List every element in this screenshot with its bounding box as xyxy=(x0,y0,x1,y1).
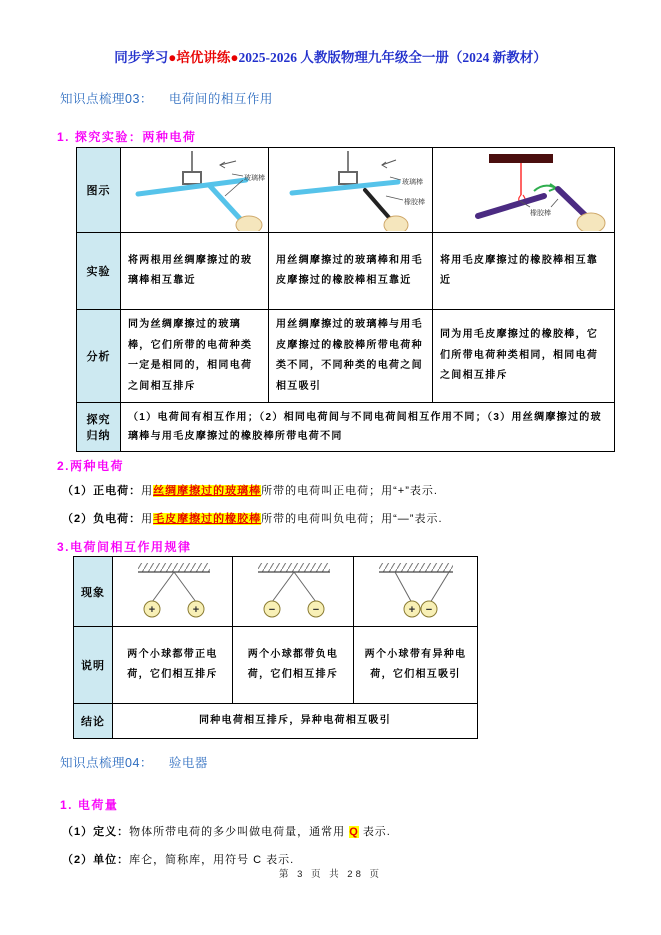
t1-diagram-cell-2 xyxy=(269,148,433,233)
support-bar xyxy=(489,154,553,163)
minus-sign: − xyxy=(312,603,320,616)
table-row xyxy=(74,627,478,704)
diagram-pendulum-minus-minus xyxy=(234,559,352,625)
string xyxy=(430,572,449,603)
table-row xyxy=(77,233,615,310)
t1-analysis-cell-3: 同为用毛皮摩擦过的橡胶棒，它们所带电荷种类相同，相同电荷之间相互排斥 xyxy=(433,310,615,403)
kp03-subheading-1: 1. 探究实验：两种电荷 xyxy=(57,130,197,144)
t1-label-diagram: 图示 xyxy=(77,148,121,233)
kp04-subheading-1: 1. 电荷量 xyxy=(60,798,119,812)
t2-label-phenomenon: 现象 xyxy=(74,557,113,627)
definition-label: （1）定义： xyxy=(62,826,130,838)
title-part-right: 2025-2026 人教版物理九年级全一册（2024 新教材） xyxy=(238,50,547,65)
t1-experiment-cell-1: 将两根用丝绸摩擦过的玻璃棒相互靠近 xyxy=(121,233,269,310)
positive-charge-highlight: 丝绸摩擦过的玻璃棒 xyxy=(153,485,262,497)
kp03-heading xyxy=(60,89,273,107)
title-part-left: 同步学习 xyxy=(114,50,169,65)
table-row xyxy=(77,148,615,233)
t2-label-explanation: 说明 xyxy=(74,627,113,704)
diagram-pendulum-plus-plus xyxy=(114,559,232,625)
t1-analysis-cell-2: 用丝绸摩擦过的玻璃棒与用毛皮摩擦过的橡胶棒所带电荷种类不同，不同种类的电荷之间相互吸引 xyxy=(269,310,433,403)
positive-charge-label: （1）正电荷： xyxy=(62,485,142,497)
hand xyxy=(236,216,262,231)
clamp-icon xyxy=(183,172,201,184)
t2-label-conclusion: 结论 xyxy=(74,704,113,739)
clamp-icon xyxy=(339,172,357,184)
charge-quantity-unit-line: （2）单位：库仑，简称库，用符号 C 表示. xyxy=(62,854,295,866)
t1-label-experiment: 实验 xyxy=(77,233,121,310)
t2-diagram-cell-3 xyxy=(354,557,478,627)
kp04-heading xyxy=(60,753,208,771)
glass-rod-held xyxy=(210,186,243,222)
table-row xyxy=(74,557,478,627)
kp03-heading-prefix: 知识点梳理03： xyxy=(60,92,153,106)
table-row xyxy=(77,403,615,452)
rubber-rod-label: 橡胶棒 xyxy=(529,210,551,217)
t1-experiment-cell-3: 将用毛皮摩擦过的橡胶棒相互靠近 xyxy=(433,233,615,310)
string xyxy=(294,572,316,602)
kp03-subheading-3: 3.电荷间相互作用规律 xyxy=(57,540,192,554)
q-symbol-highlight: Q xyxy=(349,826,359,838)
diagram-glass-glass xyxy=(122,149,268,231)
t2-diagram-cell-1 xyxy=(113,557,233,627)
kp03-heading-title: 电荷间的相互作用 xyxy=(168,92,273,106)
t2-explanation-cell-3: 两个小球带有异种电荷，它们相互吸引 xyxy=(354,627,478,704)
t2-explanation-cell-1: 两个小球都带正电荷，它们相互排斥 xyxy=(113,627,233,704)
experiment-table xyxy=(76,147,615,452)
kp03-subheading-2: 2.两种电荷 xyxy=(57,459,125,473)
negative-charge-line: （2）负电荷：用毛皮摩擦过的橡胶棒所带的电荷叫负电荷；用“—”表示. xyxy=(62,513,443,525)
t1-experiment-cell-2: 用丝绸摩擦过的玻璃棒和用毛皮摩擦过的橡胶棒相互靠近 xyxy=(269,233,433,310)
glass-rod-label: 玻璃棒 xyxy=(243,175,265,182)
kp04-heading-prefix: 知识点梳理04： xyxy=(60,756,153,770)
negative-charge-label: （2）负电荷： xyxy=(62,513,142,525)
hand xyxy=(384,216,408,231)
negative-charge-highlight: 毛皮摩擦过的橡胶棒 xyxy=(153,513,262,525)
t2-explanation-cell-2: 两个小球都带负电荷，它们相互排斥 xyxy=(233,627,354,704)
string xyxy=(272,572,294,602)
rubber-rod-held xyxy=(365,190,392,221)
ceiling-hatch xyxy=(138,563,210,572)
kp04-heading-title: 验电器 xyxy=(168,756,208,770)
title-part-mid: ●培优讲练● xyxy=(168,50,239,65)
table-row xyxy=(77,310,615,403)
unit-label: （2）单位： xyxy=(62,854,130,866)
minus-sign: − xyxy=(425,603,432,616)
ceiling-hatch xyxy=(258,563,330,572)
t1-summary-cell: （1）电荷间有相互作用；（2）相同电荷间与不同电荷间相互作用不同；（3）用丝绸摩擦过的玻璃棒与用毛皮摩擦过的橡胶棒所带电荷不同 xyxy=(121,403,615,452)
t2-conclusion-cell: 同种电荷相互排斥，异种电荷相互吸引 xyxy=(113,704,478,739)
glass-rod-label: 玻璃棒 xyxy=(401,179,423,186)
motion-arrow-icon xyxy=(382,162,387,168)
table-row xyxy=(74,704,478,739)
positive-charge-line: （1）正电荷：用丝绸摩擦过的玻璃棒所带的电荷叫正电荷；用“+”表示. xyxy=(62,485,438,497)
ceiling-hatch xyxy=(379,563,453,572)
plus-sign: + xyxy=(408,603,415,616)
minus-sign: − xyxy=(268,603,276,616)
plus-sign: + xyxy=(192,603,199,616)
plus-sign: + xyxy=(148,603,155,616)
doc-header-title xyxy=(0,46,661,66)
t1-label-summary: 探究 归纳 xyxy=(77,403,121,452)
charge-quantity-definition-line: （1）定义：物体所带电荷的多少叫做电荷量，通常用 Q 表示. xyxy=(62,826,391,838)
t1-analysis-cell-1: 同为丝绸摩擦过的玻璃棒，它们所带的电荷种类一定是相同的，相同电荷之间相互排斥 xyxy=(121,310,269,403)
t1-label-analysis: 分析 xyxy=(77,310,121,403)
interaction-table xyxy=(73,556,478,739)
string xyxy=(174,572,196,602)
string xyxy=(152,572,174,602)
diagram-glass-rubber xyxy=(270,149,432,231)
rubber-rod-held xyxy=(558,189,588,218)
page-number-footer: 第 3 页 共 28 页 xyxy=(278,869,383,880)
hand xyxy=(577,213,605,231)
t2-diagram-cell-2 xyxy=(233,557,354,627)
diagram-pendulum-plus-minus xyxy=(355,559,477,625)
string xyxy=(395,572,412,603)
t1-diagram-cell-1 xyxy=(121,148,269,233)
diagram-rubber-rubber xyxy=(434,149,614,231)
rubber-rod-label: 橡胶棒 xyxy=(403,199,425,206)
t1-diagram-cell-3 xyxy=(433,148,615,233)
